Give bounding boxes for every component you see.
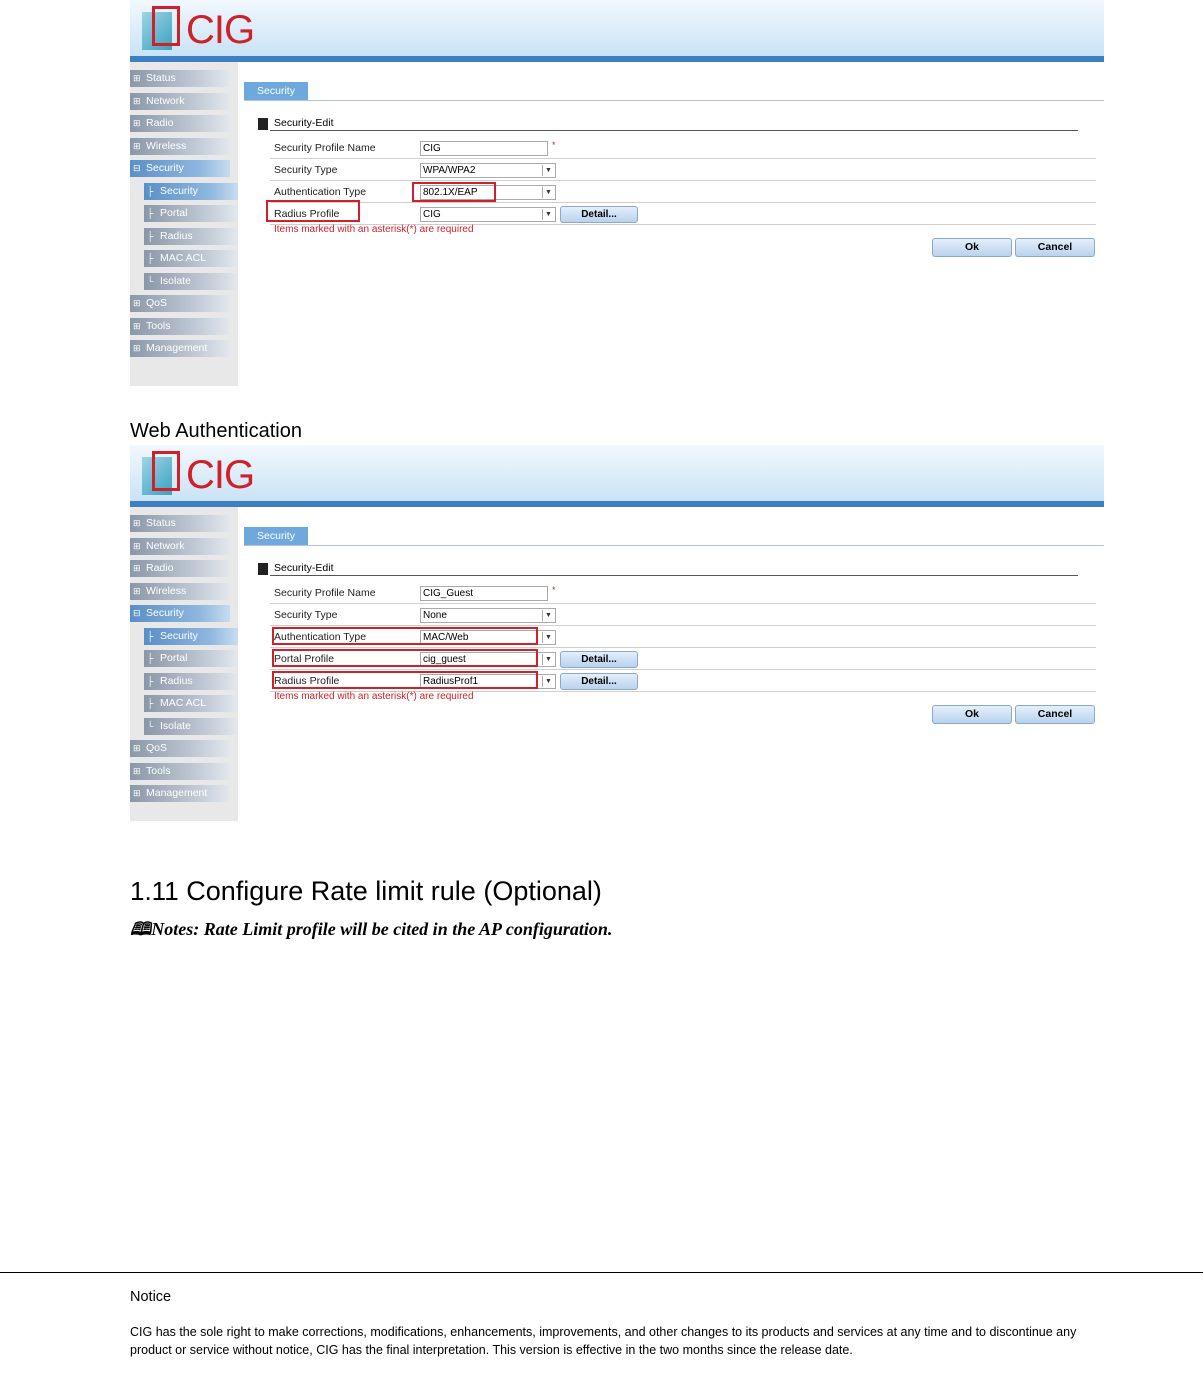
section-heading — [130, 874, 602, 908]
sidebar-item-label: Status — [146, 72, 176, 84]
notes-text: Notes: Rate Limit profile will be cited in the AP configuration. — [151, 919, 613, 939]
sidebar-item-tools[interactable] — [130, 318, 230, 335]
cancel-button[interactable]: Cancel — [1015, 238, 1095, 257]
highlight-radius-profile — [272, 671, 538, 689]
collapse-icon: ⊟ — [133, 163, 141, 173]
sidebar-item-label: Isolate — [160, 719, 191, 732]
sidebar-subitem-mac-acl[interactable] — [144, 695, 238, 712]
ok-button[interactable]: Ok — [932, 705, 1012, 724]
portal-profile-value: cig_guest — [423, 654, 466, 665]
expand-icon: ⊞ — [133, 585, 141, 596]
sidebar-item-label: Wireless — [146, 584, 187, 597]
highlight-auth-type — [412, 182, 496, 202]
sidebar-subitem-isolate[interactable] — [144, 273, 238, 290]
expand-icon: ⊞ — [133, 518, 141, 528]
security-profile-name-input[interactable] — [420, 141, 548, 156]
banner-bar — [130, 501, 1104, 507]
sidebar-item-status[interactable] — [130, 515, 230, 532]
security-type-value: WPA/WPA2 — [423, 165, 476, 176]
expand-icon: ⊞ — [133, 563, 141, 573]
tab-security[interactable]: Security — [244, 527, 308, 545]
authentication-type-value: 802.1X/EAP — [423, 187, 478, 198]
section-title: Security-Edit — [274, 117, 334, 129]
sidebar-item-status[interactable] — [130, 70, 230, 87]
section-rule — [270, 130, 1078, 131]
tab-divider — [244, 100, 1104, 101]
tab-security[interactable]: Security — [244, 82, 308, 100]
security-type-select[interactable] — [420, 163, 556, 178]
expand-icon: ⊞ — [133, 140, 141, 151]
row-divider — [270, 158, 1096, 159]
security-profile-name-value: CIG_Guest — [423, 588, 474, 599]
expand-icon: ⊞ — [133, 343, 141, 353]
radius-profile-label: Radius Profile — [274, 675, 340, 687]
sidebar-item-label: Radio — [146, 562, 174, 574]
sidebar-item-label: Network — [146, 94, 185, 107]
required-asterisk: * — [552, 585, 556, 595]
sidebar-item-label: MAC ACL — [160, 697, 207, 709]
cig-logo — [136, 451, 264, 497]
logo-text: CIG — [186, 453, 255, 497]
section-marker — [258, 563, 268, 575]
expand-icon: ⊞ — [133, 320, 141, 331]
highlight-portal-profile — [272, 649, 538, 667]
chevron-down-icon[interactable]: ▼ — [542, 610, 554, 621]
ok-button[interactable]: Ok — [932, 238, 1012, 257]
heading-text: Configure Rate limit rule (Optional) — [186, 876, 602, 906]
chevron-down-icon[interactable]: ▼ — [542, 187, 554, 198]
authentication-type-value: MAC/Web — [423, 632, 469, 643]
required-asterisk: * — [552, 140, 556, 150]
sidebar-item-radio[interactable] — [130, 115, 230, 132]
security-profile-name-label: Security Profile Name — [274, 142, 376, 154]
book-icon: 🕮 — [130, 919, 152, 939]
cancel-button[interactable]: Cancel — [1015, 705, 1095, 724]
expand-icon: ⊞ — [133, 95, 141, 106]
sidebar-item-label: QoS — [146, 297, 168, 309]
expand-icon: ⊞ — [133, 298, 141, 308]
notice-body: CIG has the sole right to make corrections, modifications, enhancements, improvements, and other changes to its products and services at any time and to discontinue any product or service without notice, CIG has the final interpretation. This version is effective in the two months since the release date. — [130, 1325, 1077, 1357]
sidebar-item-wireless[interactable] — [130, 138, 230, 155]
expand-icon: ⊞ — [133, 73, 141, 83]
sidebar-item-label: Security — [160, 629, 198, 642]
radius-profile-detail-button[interactable]: Detail... — [560, 206, 638, 223]
radius-profile-label: Radius Profile — [274, 208, 340, 220]
sidebar — [130, 507, 238, 821]
radius-profile-detail-button[interactable]: Detail... — [560, 673, 638, 690]
tree-branch-icon: ├ — [147, 208, 154, 218]
portal-profile-label: Portal Profile — [274, 653, 335, 665]
chevron-down-icon[interactable]: ▼ — [542, 676, 554, 687]
sidebar-item-label: Security — [160, 184, 198, 197]
sidebar-item-label: QoS — [146, 742, 168, 754]
tree-branch-icon: └ — [147, 275, 154, 286]
banner-bar — [130, 56, 1104, 62]
sidebar-item-security[interactable] — [130, 160, 230, 177]
sidebar-item-wireless[interactable] — [130, 583, 230, 600]
sidebar-subitem-isolate[interactable] — [144, 718, 238, 735]
tree-branch-icon: ├ — [147, 653, 154, 663]
security-type-label: Security Type — [274, 609, 338, 621]
sidebar-item-label: Portal — [160, 652, 188, 664]
row-divider — [270, 603, 1096, 604]
portal-profile-detail-button[interactable]: Detail... — [560, 651, 638, 668]
sidebar-item-label: Isolate — [160, 274, 191, 287]
row-divider — [270, 202, 1096, 203]
expand-icon: ⊞ — [133, 788, 141, 798]
sidebar-item-radio[interactable] — [130, 560, 230, 577]
tree-branch-icon: ├ — [147, 698, 154, 708]
heading-number: 1.11 — [130, 876, 179, 906]
sidebar-item-label: Management — [146, 342, 208, 354]
expand-icon: ⊞ — [133, 540, 141, 551]
required-note: Items marked with an asterisk(*) are required — [274, 691, 474, 702]
radius-profile-select[interactable] — [420, 207, 556, 222]
chevron-down-icon[interactable]: ▼ — [542, 209, 554, 220]
sidebar-item-management[interactable] — [130, 340, 230, 357]
authentication-type-label: Authentication Type — [274, 186, 367, 198]
radius-profile-value: RadiusProf1 — [423, 676, 479, 687]
tree-branch-icon: ├ — [147, 253, 154, 263]
sidebar-item-qos[interactable] — [130, 740, 230, 757]
tree-branch-icon: ├ — [147, 630, 154, 641]
chevron-down-icon[interactable]: ▼ — [542, 632, 554, 643]
sidebar-item-network[interactable] — [130, 538, 230, 555]
sidebar-item-label: Network — [146, 539, 185, 552]
tree-branch-icon: └ — [147, 720, 154, 731]
notice-title: Notice — [130, 1289, 172, 1305]
expand-icon: ⊞ — [133, 765, 141, 776]
tree-branch-icon: ├ — [147, 185, 154, 196]
sidebar-item-tools[interactable] — [130, 763, 230, 780]
security-type-value: None — [423, 610, 447, 621]
sidebar-item-label: Tools — [146, 319, 171, 332]
sidebar-item-label: Management — [146, 787, 208, 799]
security-profile-name-value: CIG — [423, 143, 441, 154]
sidebar-item-label: Radius — [160, 674, 193, 687]
sidebar-subitem-security[interactable] — [144, 628, 238, 645]
sidebar-item-management[interactable] — [130, 785, 230, 802]
sidebar-item-security[interactable] — [130, 605, 230, 622]
collapse-icon: ⊟ — [133, 608, 141, 618]
security-type-select[interactable] — [420, 608, 556, 623]
notes — [130, 917, 612, 947]
sidebar-subitem-security[interactable] — [144, 183, 238, 200]
sidebar-item-network[interactable] — [130, 93, 230, 110]
expand-icon: ⊞ — [133, 118, 141, 128]
security-profile-name-input[interactable] — [420, 586, 548, 601]
sidebar-subitem-mac-acl[interactable] — [144, 250, 238, 267]
chevron-down-icon[interactable]: ▼ — [542, 654, 554, 665]
sidebar-item-label: Security — [146, 162, 184, 174]
row-divider — [270, 647, 1096, 648]
app-banner — [130, 0, 1104, 56]
security-profile-name-label: Security Profile Name — [274, 587, 376, 599]
sidebar-item-label: Tools — [146, 764, 171, 777]
sidebar-item-label: Status — [146, 517, 176, 529]
sidebar-subitem-radius[interactable] — [144, 673, 238, 690]
authentication-type-label: Authentication Type — [274, 631, 367, 643]
required-note: Items marked with an asterisk(*) are required — [274, 224, 474, 235]
footer-rule — [0, 1272, 1203, 1273]
sidebar-item-label: Wireless — [146, 139, 187, 152]
radius-profile-value: CIG — [423, 209, 441, 220]
app-banner — [130, 445, 1104, 501]
logo-text: CIG — [186, 8, 255, 52]
row-divider — [270, 625, 1096, 626]
sidebar-item-label: Radius — [160, 229, 193, 242]
tree-branch-icon: ├ — [147, 230, 154, 241]
sidebar-item-label: Security — [146, 607, 184, 619]
highlight-auth-type — [272, 627, 538, 645]
sidebar-item-label: Portal — [160, 207, 188, 219]
section-marker — [258, 118, 268, 130]
tree-branch-icon: ├ — [147, 675, 154, 686]
row-divider — [270, 180, 1096, 181]
highlight-radius-profile — [266, 200, 360, 222]
screenshot-security-8021x — [130, 0, 1104, 386]
cig-logo — [136, 6, 264, 52]
sidebar-subitem-portal[interactable] — [144, 650, 238, 667]
tab-divider — [244, 545, 1104, 546]
row-divider — [270, 669, 1096, 670]
sidebar-item-qos[interactable] — [130, 295, 230, 312]
caption-web-authentication: Web Authentication — [130, 420, 302, 442]
security-type-label: Security Type — [274, 164, 338, 176]
sidebar-item-label: Radio — [146, 117, 174, 129]
sidebar-subitem-portal[interactable] — [144, 205, 238, 222]
sidebar-item-label: MAC ACL — [160, 252, 207, 264]
sidebar-subitem-radius[interactable] — [144, 228, 238, 245]
expand-icon: ⊞ — [133, 743, 141, 753]
screenshot-security-web-auth — [130, 445, 1104, 821]
chevron-down-icon[interactable]: ▼ — [542, 165, 554, 176]
section-title: Security-Edit — [274, 562, 334, 574]
sidebar — [130, 62, 238, 386]
section-rule — [270, 575, 1078, 576]
